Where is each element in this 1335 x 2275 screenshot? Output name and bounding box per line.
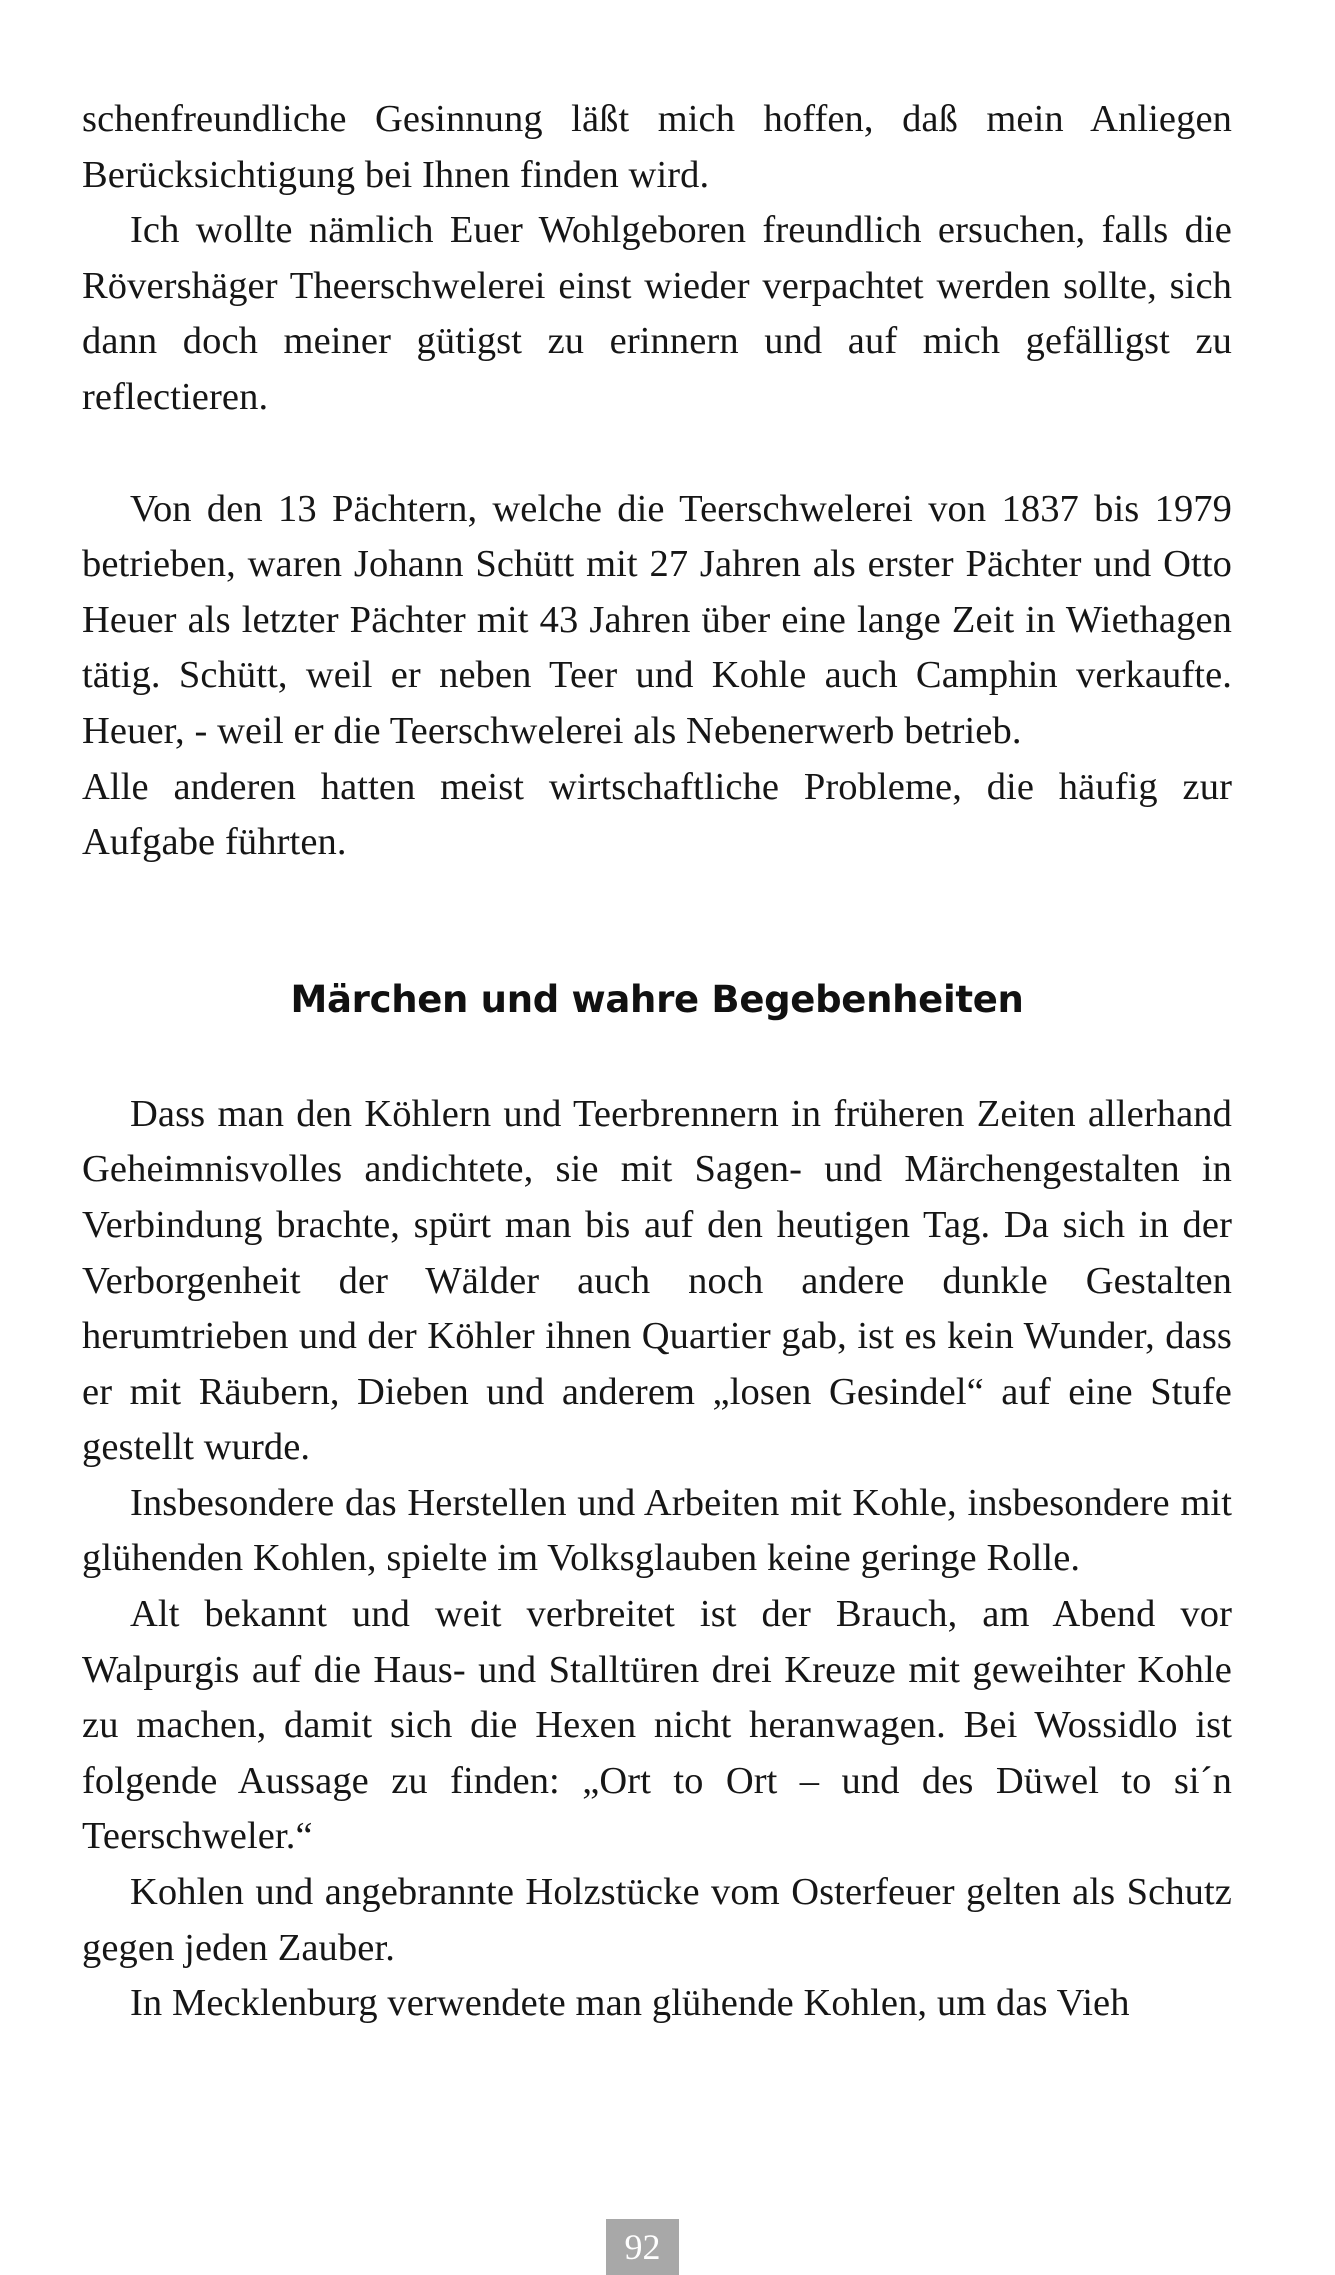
paragraph-letter-request: Ich wollte nämlich Euer Wohlgeboren freundlich ersuchen, falls die Rövershäger Theerschwelerei einst wieder verpachtet werden sollte, sich dann doch meiner gütigst zu erinnern und auf mich gefälligst zu reflectieren.	[82, 209, 1232, 418]
paragraph-tenants: Von den 13 Pächtern, welche die Teerschwelerei von 1837 bis 1979 betrieben, waren Johann Schütt mit 27 Jahren als erster Pächter und Otto Heuer als letzter Pächter mit 43 Jahren über eine lange Zeit in Wiethagen tätig. Schütt, weil er neben Teer und Kohle auch Camphin verkaufte. Heuer, - weil er die Teerschwelerei als Nebenerwerb betrieb.	[82, 487, 1232, 752]
paragraph-legends-intro: Dass man den Köhlern und Teerbrennern in früheren Zeiten allerhand Geheimnisvolles andichtete, sie mit Sagen- und Märchengestalten in Verbindung brachte, spürt man bis auf den heutigen Tag. Da sich in der Verborgenheit der Wälder auch noch andere dunkle Gestalten herumtrieben und der Köhler ihnen Quartier gab, ist es kein Wunder, dass er mit Räubern, Dieben und anderem „losen Gesindel“ auf eine Stufe gestellt wurde.	[82, 1092, 1232, 1469]
page-body	[82, 92, 1232, 2032]
section-heading: Märchen und wahre Begebenheiten	[290, 977, 1024, 1021]
paragraph-letter-continuation: schenfreundliche Gesinnung läßt mich hoffen, daß mein Anliegen Berücksichtigung bei Ihnen finden wird.	[82, 98, 1232, 196]
paragraph-mecklenburg: In Mecklenburg verwendete man glühende Kohlen, um das Vieh	[130, 1982, 1130, 2025]
page-number: 92	[606, 2219, 679, 2275]
paragraph-tenants-problems: Alle anderen hatten meist wirtschaftliche Probleme, die häufig zur Aufgabe führten.	[82, 765, 1232, 864]
paragraph-easter-fire: Kohlen und angebrannte Holzstücke vom Osterfeuer gelten als Schutz gegen jeden Zauber.	[82, 1871, 1232, 1969]
paragraph-walpurgis-custom: Alt bekannt und weit verbreitet ist der Brauch, am Abend vor Walpurgis auf die Haus- und Stalltüren drei Kreuze mit geweihter Kohle zu machen, damit sich die Hexen nicht heranwagen. Bei Wossidlo ist folgende Aussage zu finden: „Ort to Ort – und des Düwel to si´n Teerschweler.“	[82, 1593, 1232, 1858]
paragraph-coal-belief: Insbesondere das Herstellen und Arbeiten mit Kohle, insbesondere mit glühenden Kohlen, spielte im Volksglauben keine geringe Rolle.	[82, 1481, 1232, 1580]
